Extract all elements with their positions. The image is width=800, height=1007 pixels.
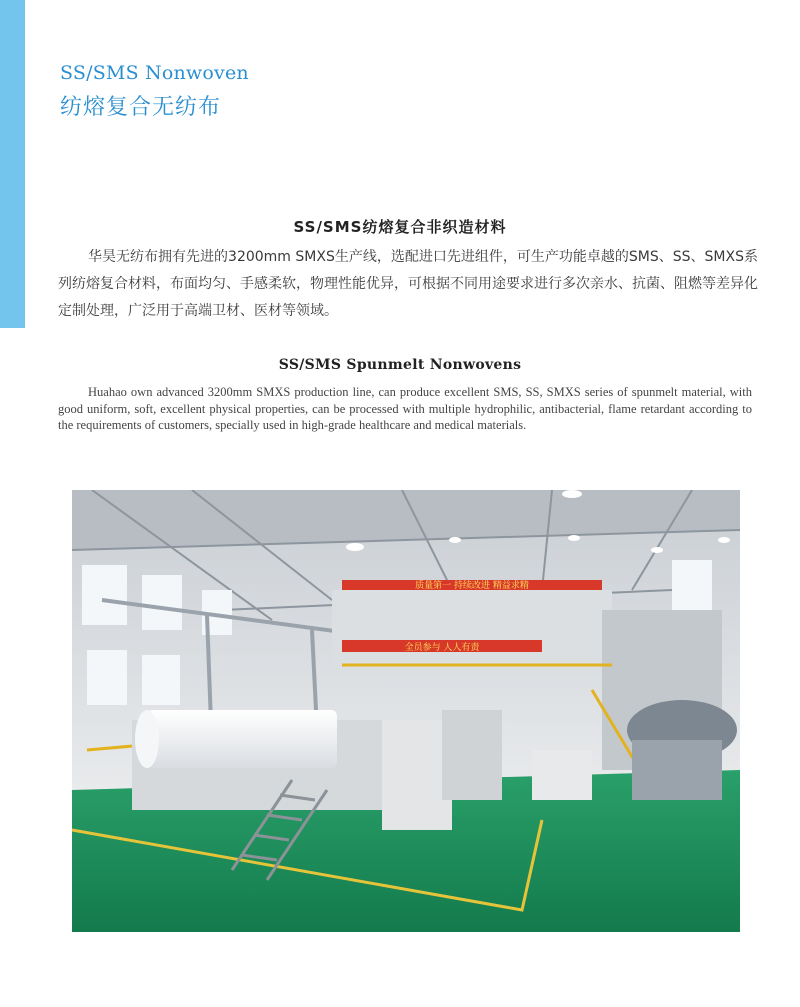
header-title-en: SS/SMS Nonwoven bbox=[60, 62, 249, 84]
section-body-en-text: Huahao own advanced 3200mm SMXS production line, can produce excellent SMS, SS, SMXS series of spunmelt material, with good uniform, soft, excellent physical properties, can be processed with multiple hydrophilic, antibacterial, flame retardant according to the requirements of customers, specially used in high-grade healthcare and medical materials. bbox=[58, 385, 752, 432]
section-body-en bbox=[58, 384, 752, 434]
section-title-cn: SS/SMS纺熔复合非织造材料 bbox=[293, 218, 507, 236]
side-cabinet bbox=[442, 710, 502, 800]
section-body-cn-text: 华昊无纺布拥有先进的3200mm SMXS生产线，选配进口先进组件，可生产功能卓越的SMS、SS、SMXS系列纺熔复合材料，布面均匀、手感柔软，物理性能优异，可根据不同用途要求进行多次亲水、抗菌、阻燃等差异化定制处理，广泛用于高端卫材、医材等领域。 bbox=[58, 249, 758, 319]
nonwoven-roll bbox=[147, 710, 337, 768]
roll-end bbox=[135, 710, 159, 768]
section-body-cn bbox=[58, 244, 758, 325]
right-unit bbox=[632, 740, 722, 800]
production-line-photo bbox=[72, 490, 740, 932]
factory-illustration bbox=[72, 490, 740, 932]
right-tank bbox=[532, 750, 592, 800]
banner-top-text: 质量第一 持续改进 精益求精 bbox=[415, 581, 529, 591]
section-title-en: SS/SMS Spunmelt Nonwovens bbox=[278, 357, 522, 373]
banner-bottom-text: 全员参与 人人有责 bbox=[404, 643, 480, 653]
side-accent-bar bbox=[0, 0, 25, 328]
control-cabinet bbox=[382, 720, 452, 830]
mezzanine-structure bbox=[332, 590, 612, 670]
header-title-cn: 纺熔复合无纺布 bbox=[60, 95, 222, 120]
